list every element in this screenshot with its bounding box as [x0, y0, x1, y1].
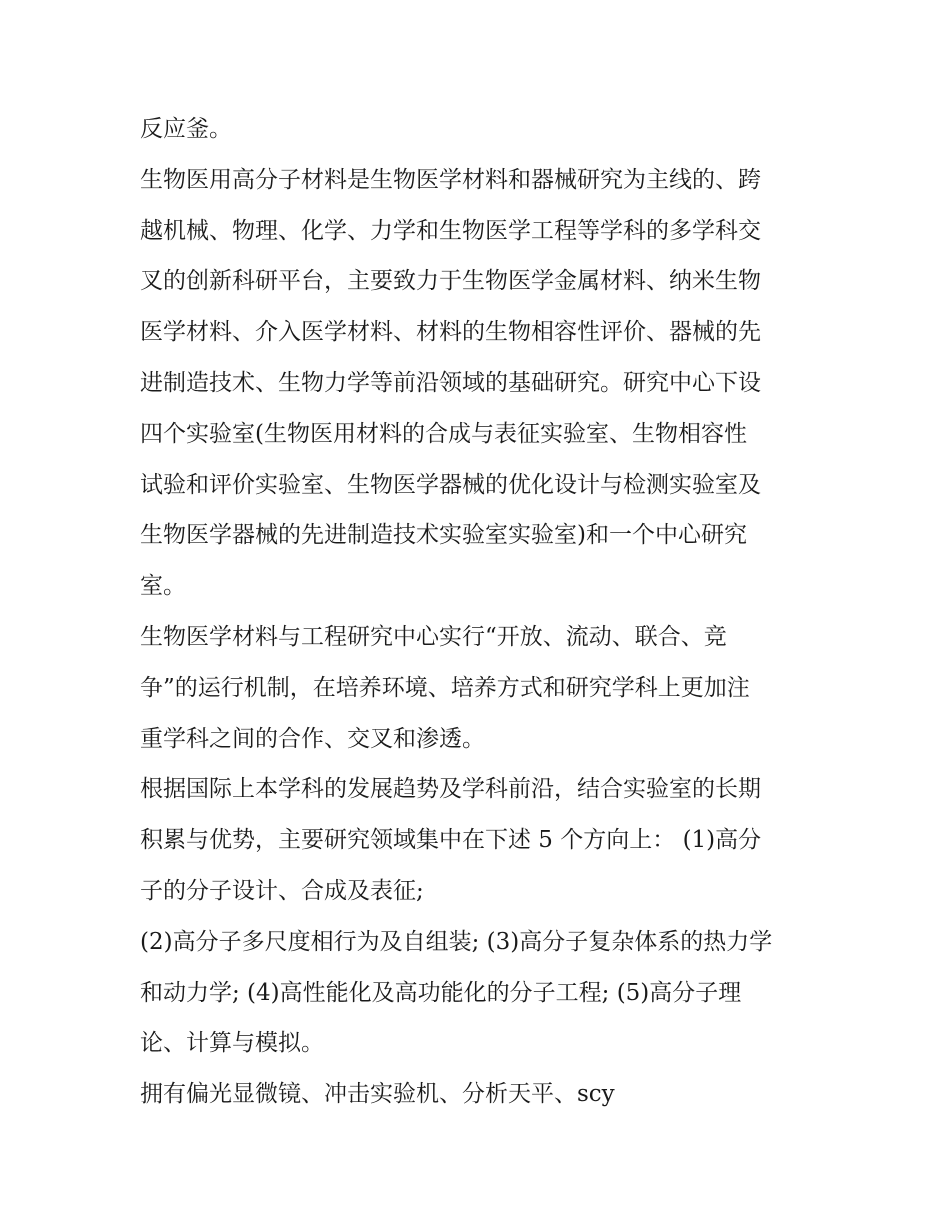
text-line: 越机械、物理、化学、力学和生物医学工程等学科的多学科交 — [140, 217, 761, 244]
text-line: 试验和评价实验室、生物医学器械的优化设计与检测实验室及 — [140, 471, 761, 498]
text-line: 拥有偏光显微镜、冲击实验机、分析天平、scy — [140, 1081, 615, 1108]
text-line: 根据国际上本学科的发展趋势及学科前沿，结合实验室的长期 — [140, 776, 761, 803]
text-line: 进制造技术、生物力学等前沿领域的基础研究。研究中心下设 — [140, 369, 761, 396]
text-line: 重学科之间的合作、交叉和渗透。 — [140, 725, 485, 752]
text-line: 生物医学材料与工程研究中心实行“开放、流动、联合、竞 — [140, 623, 727, 650]
text-line: 论、计算与模拟。 — [140, 1030, 324, 1057]
text-line: 室。 — [140, 573, 186, 600]
text-line: 生物医学器械的先进制造技术实验室实验室)和一个中心研究 — [140, 522, 747, 549]
text-line: 和动力学; (4)高性能化及高功能化的分子工程; (5)高分子理 — [140, 979, 742, 1006]
text-line: 生物医用高分子材料是生物医学材料和器械研究为主线的、跨 — [140, 166, 761, 193]
text-line: 积累与优势，主要研究领域集中在下述 5 个方向上： (1)高分 — [140, 827, 762, 854]
text-line: 叉的创新科研平台，主要致力于生物医学金属材料、纳米生物 — [140, 268, 761, 295]
text-line: 反应釜。 — [140, 116, 232, 142]
text-line: 四个实验室(生物医用材料的合成与表征实验室、生物相容性 — [140, 420, 747, 447]
text-line: 争”的运行机制，在培养环境、培养方式和研究学科上更加注 — [140, 674, 750, 701]
text-line: (2)高分子多尺度相行为及自组装; (3)高分子复杂体系的热力学 — [140, 928, 773, 955]
text-line: 子的分子设计、合成及表征; — [140, 877, 424, 904]
text-line: 医学材料、介入医学材料、材料的生物相容性评价、器械的先 — [140, 319, 761, 346]
document-body — [140, 104, 820, 1120]
